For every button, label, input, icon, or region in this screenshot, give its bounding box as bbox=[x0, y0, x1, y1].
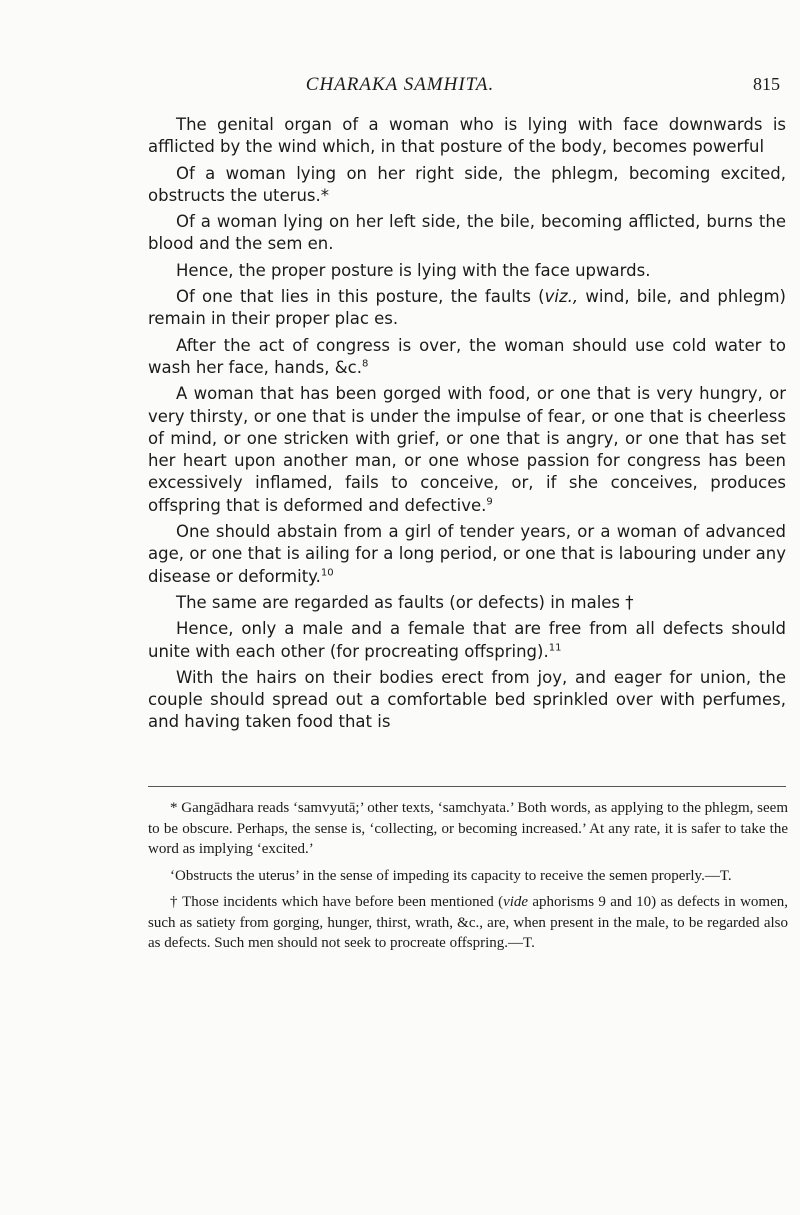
footnote-ref: 11 bbox=[548, 642, 562, 654]
footnotes bbox=[148, 798, 788, 960]
paragraph: Hence, only a male and a female that are free from all defects should unite with each other (for procreating offspring).$^{11}$ bbox=[148, 619, 786, 661]
footnote-divider bbox=[148, 786, 786, 787]
footnote: † Those incidents which have before been mentioned (vide aphorisms 9 and 10) as defects in women, such as satiety from gorging, hunger, thirst, wrath, &c., are, when present in the male, to be regarded also as defects. Such men should not seek to procreate offspring.—T. bbox=[148, 894, 789, 951]
paragraph: A woman that has been gorged with food, or one that is very hungry, or very thirsty, or one that is under the impulse of fear, or one that is cheerless of mind, or one stricken with grief, or one that is angry, or one that has set her heart upon another man, or one whose passion for congress has been excessively inflamed, fails to conceive, or, if she conceives, produces offspring that is deformed and defective.$^9$ bbox=[148, 384, 786, 515]
footnote-ref: 9 bbox=[486, 496, 493, 508]
footnote-ref: 10 bbox=[320, 567, 334, 579]
paragraph: Of one that lies in this posture, the faults (viz., wind, bile, and phlegm) remain in their proper plac es. bbox=[148, 287, 786, 329]
page-number: 815 bbox=[753, 74, 780, 94]
footnote: ‘Obstructs the uterus’ in the sense of impeding its capacity to receive the semen properly.—T. bbox=[170, 867, 732, 884]
page-header bbox=[0, 74, 800, 104]
main-text bbox=[148, 114, 786, 738]
paragraph: Of a woman lying on her right side, the phlegm, becoming excited, obstructs the uterus.* bbox=[148, 163, 786, 205]
running-title: CHARAKA SAMHITA. bbox=[305, 74, 495, 95]
paragraph: One should abstain from a girl of tender years, or a woman of advanced age, or one that is ailing for a long period, or one that is labouring under any disease or deformity.$^{10}$ bbox=[148, 522, 786, 586]
paragraph: The same are regarded as faults (or defects) in males † bbox=[176, 592, 634, 612]
paragraph: Of a woman lying on her left side, the bile, becoming afflicted, burns the blood and the sem en. bbox=[148, 212, 786, 254]
paragraph: With the hairs on their bodies erect from joy, and eager for union, the couple should spread out a comfortable bed sprinkled over with perfumes, and having taken food that is bbox=[148, 667, 786, 732]
paragraph: Hence, the proper posture is lying with the face upwards. bbox=[176, 260, 651, 280]
paragraph: After the act of congress is over, the woman should use cold water to wash her face, hands, &c.$^8$ bbox=[148, 335, 786, 377]
paragraph: The genital organ of a woman who is lying with face downwards is afflicted by the wind which, in that posture of the body, becomes powerful bbox=[148, 115, 786, 157]
footnote-ref: 8 bbox=[361, 358, 369, 370]
footnote: * Gangādhara reads ‘samvyutā;’ other texts, ‘samchyata.’ Both words, as applying to the phlegm, seem to be obscure. Perhaps, the sense is, ‘collecting, or becoming increased.’ At any rate, it is safer to take the word as implying ‘excited.’ bbox=[148, 800, 788, 857]
